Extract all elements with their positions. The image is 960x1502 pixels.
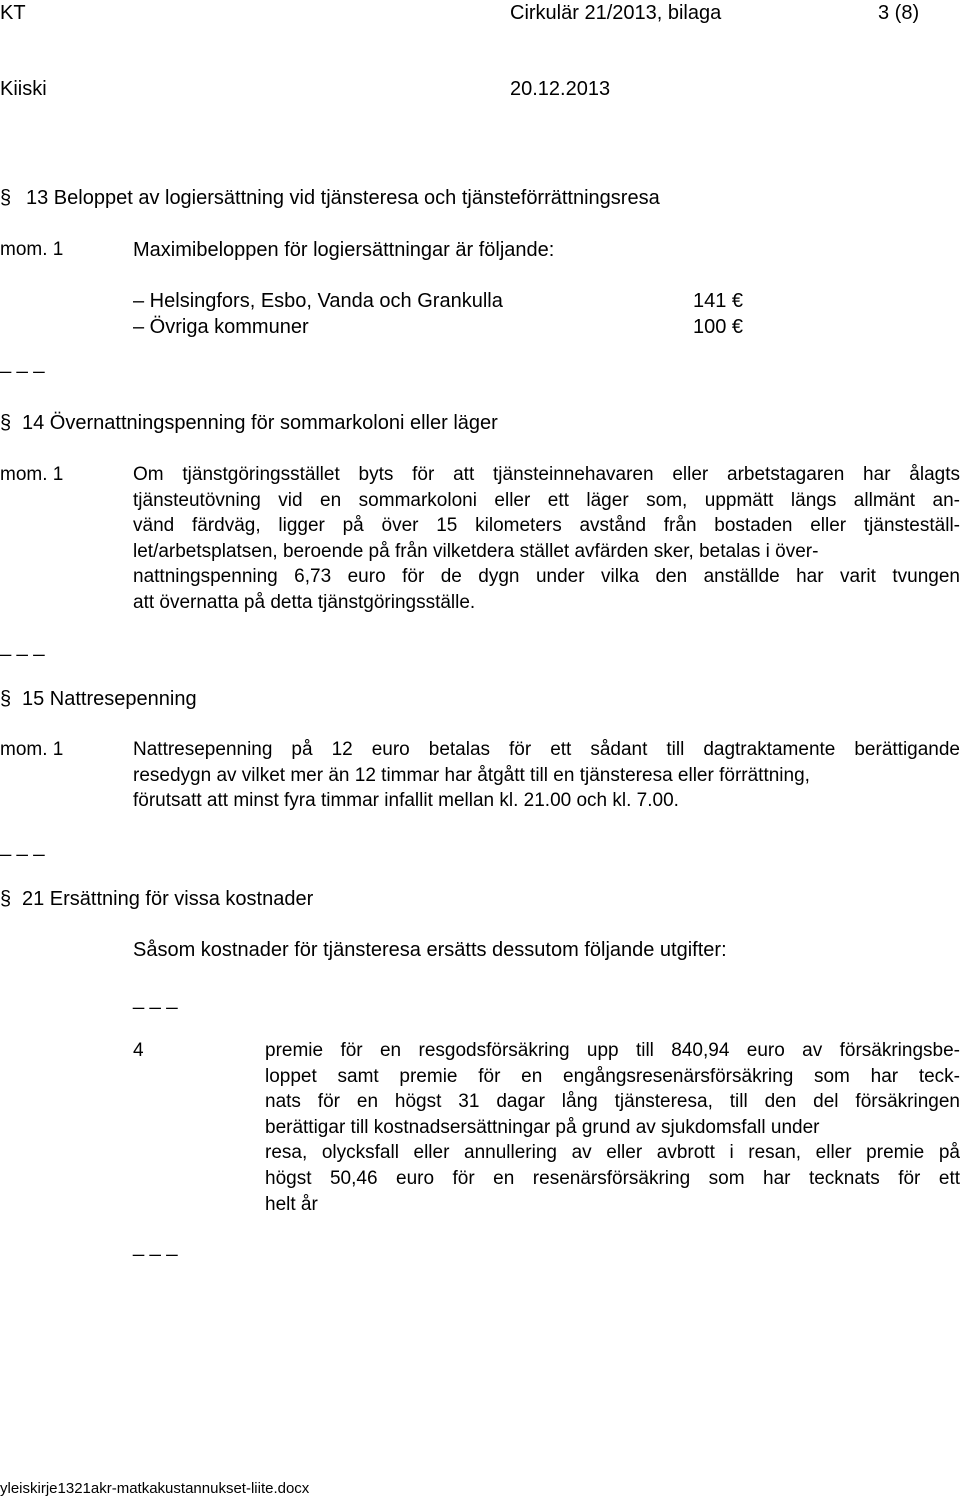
- section-symbol: §: [0, 412, 12, 434]
- paragraph-line: Om tjänstgöringsstället byts för att tjänsteinnehavaren eller arbetstagaren har ålagts: [133, 464, 960, 485]
- section-14-mom-label: mom. 1: [0, 464, 64, 485]
- header-org: KT: [0, 2, 26, 24]
- section-14-heading: 14 Övernattningspenning för sommarkoloni eller läger: [22, 412, 498, 434]
- omission-marker: _ _ _: [133, 988, 178, 1010]
- rate-row-label: – Övriga kommuner: [133, 316, 309, 338]
- paragraph-line: premie för en resgodsförsäkring upp till 840,94 euro av försäkringsbe-: [265, 1040, 960, 1061]
- paragraph-line: tjänsteutövning vid en sommarkoloni eller ett läger som, uppmätt längs allmänt an-: [133, 489, 960, 511]
- paragraph-line: loppet samt premie för en engångsresenärsförsäkring som har teck-: [265, 1065, 960, 1087]
- paragraph-line: let/arbetsplatsen, beroende på från vilketdera stället avfärden sker, betalas i över-: [133, 540, 819, 562]
- section-13-mom-label: mom. 1: [0, 239, 64, 260]
- omission-marker: _ _ _: [133, 1235, 178, 1257]
- section-symbol: §: [0, 688, 12, 710]
- paragraph-line: nats för en högst 31 dagar lång tjänsteresa, till den del försäkringen: [265, 1091, 960, 1113]
- section-symbol: §: [0, 888, 12, 910]
- paragraph-line: resedygn av vilket mer än 12 timmar har åtgått till en tjänsteresa eller förrättning,: [133, 764, 810, 786]
- omission-marker: _ _ _: [0, 835, 45, 857]
- paragraph-line: berättigar till kostnadsersättningar på grund av sjukdomsfall under: [265, 1116, 820, 1138]
- paragraph-line: att övernatta på detta tjänstgöringsställe.: [133, 592, 476, 613]
- omission-marker: _ _ _: [0, 635, 45, 657]
- rate-row-amount: 141 €: [693, 290, 744, 312]
- header-title: Cirkulär 21/2013, bilaga: [510, 2, 722, 24]
- item-number: 4: [133, 1040, 144, 1061]
- rate-row-label: – Helsingfors, Esbo, Vanda och Grankulla: [133, 290, 503, 312]
- paragraph-line: nattningspenning 6,73 euro för de dygn under vilka den anställde har varit tvungen: [133, 566, 960, 588]
- paragraph-line: vänd färdväg, ligger på över 15 kilometers avstånd från bostaden eller tjänsteställ-: [133, 515, 960, 537]
- section-15-heading: 15 Nattresepenning: [22, 688, 197, 710]
- section-symbol: §: [0, 187, 12, 209]
- section-13-intro: Maximibeloppen för logiersättningar är följande:: [133, 239, 555, 261]
- paragraph-line: helt år: [265, 1193, 318, 1215]
- paragraph-line: Nattresepenning på 12 euro betalas för ett sådant till dagtraktamente berättigande: [133, 739, 960, 760]
- section-15-mom-label: mom. 1: [0, 739, 64, 760]
- section-13-heading: 13 Beloppet av logiersättning vid tjänsteresa och tjänsteförrättningsresa: [26, 187, 660, 209]
- paragraph-line: högst 50,46 euro för en resenärsförsäkring som har tecknats för ett: [265, 1168, 960, 1189]
- section-21-heading: 21 Ersättning för vissa kostnader: [22, 888, 314, 910]
- footer-filename: yleiskirje1321akr-matkakustannukset-liite.docx: [0, 1480, 310, 1497]
- rate-row-amount: 100 €: [693, 316, 744, 338]
- section-21-intro: Såsom kostnader för tjänsteresa ersätts dessutom följande utgifter:: [133, 939, 727, 961]
- omission-marker: _ _ _: [0, 352, 45, 374]
- header-date: 20.12.2013: [510, 78, 611, 100]
- paragraph-line: förutsatt att minst fyra timmar infallit mellan kl. 21.00 och kl. 7.00.: [133, 790, 679, 812]
- header-author: Kiiski: [0, 78, 47, 100]
- paragraph-line: resa, olycksfall eller annullering av eller avbrott i resan, eller premie på: [265, 1142, 960, 1164]
- header-page-number: 3 (8): [878, 2, 920, 24]
